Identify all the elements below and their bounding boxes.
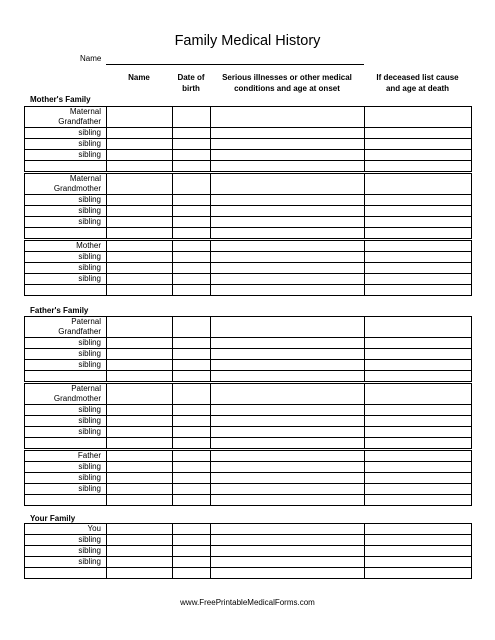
relative-label-line: sibling (78, 484, 101, 493)
family-group-table (24, 173, 472, 239)
name-cell[interactable] (107, 195, 173, 206)
deceased-cell[interactable] (365, 462, 472, 473)
relative-label-line: sibling (78, 405, 101, 414)
relative-label (25, 228, 107, 239)
relative-label (25, 139, 107, 150)
relative-label-line: Mother (76, 241, 101, 250)
name-cell[interactable] (107, 128, 173, 139)
section-heading: Your Family (30, 514, 76, 523)
relative-label-line: sibling (78, 128, 101, 137)
relative-label (25, 546, 107, 557)
table-row (25, 263, 472, 274)
dob-cell[interactable] (173, 349, 211, 360)
deceased-cell[interactable] (365, 451, 472, 462)
illness-cell[interactable] (211, 349, 365, 360)
name-cell[interactable] (107, 161, 173, 172)
relative-label (25, 317, 107, 338)
illness-cell[interactable] (211, 484, 365, 495)
deceased-cell[interactable] (365, 535, 472, 546)
illness-cell[interactable] (211, 161, 365, 172)
deceased-cell[interactable] (365, 174, 472, 195)
col-header-name-text: Name (128, 73, 150, 82)
relative-label-line: Paternal (71, 384, 101, 393)
deceased-cell[interactable] (365, 317, 472, 338)
deceased-cell[interactable] (365, 484, 472, 495)
name-cell[interactable] (107, 107, 173, 128)
col-header-dob-line2: birth (182, 84, 200, 93)
deceased-cell[interactable] (365, 252, 472, 263)
illness-cell[interactable] (211, 473, 365, 484)
relative-label-line: sibling (78, 274, 101, 283)
family-group-table (24, 240, 472, 296)
family-group-table (24, 383, 472, 449)
dob-cell[interactable] (173, 338, 211, 349)
family-group-table (24, 450, 472, 506)
illness-cell[interactable] (211, 438, 365, 449)
name-cell[interactable] (107, 484, 173, 495)
illness-cell[interactable] (211, 128, 365, 139)
relative-label-line: sibling (78, 557, 101, 566)
dob-cell[interactable] (173, 317, 211, 338)
deceased-cell[interactable] (365, 557, 472, 568)
illness-cell[interactable] (211, 557, 365, 568)
name-cell[interactable] (107, 568, 173, 579)
dob-cell[interactable] (173, 438, 211, 449)
dob-cell[interactable] (173, 484, 211, 495)
deceased-cell[interactable] (365, 524, 472, 535)
relative-label-line: Grandmother (53, 184, 101, 193)
deceased-cell[interactable] (365, 274, 472, 285)
illness-cell[interactable] (211, 252, 365, 263)
deceased-cell[interactable] (365, 338, 472, 349)
relative-label (25, 360, 107, 371)
dob-cell[interactable] (173, 405, 211, 416)
illness-cell[interactable] (211, 107, 365, 128)
name-cell[interactable] (107, 139, 173, 150)
deceased-cell[interactable] (365, 139, 472, 150)
table-row (25, 338, 472, 349)
deceased-cell[interactable] (365, 228, 472, 239)
table-row (25, 174, 472, 195)
dob-cell[interactable] (173, 139, 211, 150)
deceased-cell[interactable] (365, 384, 472, 405)
illness-cell[interactable] (211, 495, 365, 506)
relative-label (25, 484, 107, 495)
relative-label-line: sibling (78, 150, 101, 159)
table-row (25, 206, 472, 217)
illness-cell[interactable] (211, 371, 365, 382)
relative-label (25, 263, 107, 274)
dob-cell[interactable] (173, 360, 211, 371)
deceased-cell[interactable] (365, 360, 472, 371)
col-header-dob-line1: Date of (177, 73, 205, 82)
table-row (25, 405, 472, 416)
relative-label-line: sibling (78, 427, 101, 436)
table-row (25, 360, 472, 371)
dob-cell[interactable] (173, 524, 211, 535)
relative-label-line: sibling (78, 462, 101, 471)
page-title: Family Medical History (174, 33, 321, 49)
deceased-cell[interactable] (365, 349, 472, 360)
relative-label (25, 150, 107, 161)
table-row (25, 427, 472, 438)
relative-label-line: sibling (78, 360, 101, 369)
illness-cell[interactable] (211, 263, 365, 274)
name-cell[interactable] (107, 427, 173, 438)
name-cell[interactable] (107, 535, 173, 546)
dob-cell[interactable] (173, 206, 211, 217)
relative-label (25, 128, 107, 139)
dob-cell[interactable] (173, 285, 211, 296)
name-cell[interactable] (107, 405, 173, 416)
deceased-cell[interactable] (365, 241, 472, 252)
illness-cell[interactable] (211, 150, 365, 161)
family-group-table (24, 106, 472, 172)
col-header-illness-line2: conditions and age at onset (234, 84, 340, 93)
table-row (25, 495, 472, 506)
relative-label-line: sibling (78, 139, 101, 148)
illness-cell[interactable] (211, 139, 365, 150)
illness-cell[interactable] (211, 241, 365, 252)
illness-cell[interactable] (211, 338, 365, 349)
name-cell[interactable] (107, 416, 173, 427)
relative-label (25, 371, 107, 382)
illness-cell[interactable] (211, 228, 365, 239)
name-cell[interactable] (107, 438, 173, 449)
name-cell[interactable] (107, 524, 173, 535)
relative-label (25, 405, 107, 416)
table-row (25, 384, 472, 405)
relative-label (25, 241, 107, 252)
illness-cell[interactable] (211, 384, 365, 405)
dob-cell[interactable] (173, 568, 211, 579)
dob-cell[interactable] (173, 161, 211, 172)
illness-cell[interactable] (211, 274, 365, 285)
table-row (25, 317, 472, 338)
col-header-illness (210, 72, 364, 94)
illness-cell[interactable] (211, 546, 365, 557)
name-cell[interactable] (107, 360, 173, 371)
table-row (25, 217, 472, 228)
relative-label (25, 107, 107, 128)
dob-cell[interactable] (173, 416, 211, 427)
family-group-table (24, 316, 472, 382)
table-row (25, 161, 472, 172)
footer-url: www.FreePrintableMedicalForms.com (180, 598, 315, 607)
deceased-cell[interactable] (365, 285, 472, 296)
deceased-cell[interactable] (365, 473, 472, 484)
name-cell[interactable] (107, 174, 173, 195)
illness-cell[interactable] (211, 427, 365, 438)
section-heading: Mother's Family (30, 95, 91, 104)
col-header-deceased-line1: If deceased list cause (376, 73, 459, 82)
name-cell[interactable] (107, 338, 173, 349)
illness-cell[interactable] (211, 568, 365, 579)
relative-label-line: sibling (78, 263, 101, 272)
name-field[interactable] (106, 64, 364, 65)
dob-cell[interactable] (173, 252, 211, 263)
deceased-cell[interactable] (365, 416, 472, 427)
relative-label (25, 338, 107, 349)
table-row (25, 371, 472, 382)
illness-cell[interactable] (211, 535, 365, 546)
relative-label (25, 416, 107, 427)
deceased-cell[interactable] (365, 371, 472, 382)
name-label: Name (80, 54, 102, 63)
name-cell[interactable] (107, 371, 173, 382)
relative-label-line: Maternal (69, 174, 101, 183)
illness-cell[interactable] (211, 360, 365, 371)
illness-cell[interactable] (211, 174, 365, 195)
deceased-cell[interactable] (365, 438, 472, 449)
name-cell[interactable] (107, 206, 173, 217)
deceased-cell[interactable] (365, 546, 472, 557)
relative-label (25, 252, 107, 263)
table-row (25, 285, 472, 296)
deceased-cell[interactable] (365, 263, 472, 274)
relative-label (25, 384, 107, 405)
name-cell[interactable] (107, 462, 173, 473)
relative-label-line: Grandmother (53, 394, 101, 403)
relative-label-line: Paternal (71, 317, 101, 326)
name-cell[interactable] (107, 317, 173, 338)
deceased-cell[interactable] (365, 195, 472, 206)
col-header-dob (172, 72, 210, 94)
illness-cell[interactable] (211, 317, 365, 338)
relative-label (25, 427, 107, 438)
name-cell[interactable] (107, 252, 173, 263)
relative-label-line: Maternal (69, 107, 101, 116)
relative-label (25, 568, 107, 579)
dob-cell[interactable] (173, 228, 211, 239)
table-row (25, 349, 472, 360)
relative-label (25, 473, 107, 484)
deceased-cell[interactable] (365, 206, 472, 217)
dob-cell[interactable] (173, 557, 211, 568)
dob-cell[interactable] (173, 535, 211, 546)
name-cell[interactable] (107, 384, 173, 405)
name-cell[interactable] (107, 349, 173, 360)
table-row (25, 462, 472, 473)
deceased-cell[interactable] (365, 495, 472, 506)
relative-label-line: sibling (78, 195, 101, 204)
name-cell[interactable] (107, 557, 173, 568)
dob-cell[interactable] (173, 195, 211, 206)
name-cell[interactable] (107, 495, 173, 506)
table-row (25, 150, 472, 161)
table-row (25, 128, 472, 139)
deceased-cell[interactable] (365, 161, 472, 172)
relative-label (25, 206, 107, 217)
relative-label (25, 217, 107, 228)
deceased-cell[interactable] (365, 150, 472, 161)
dob-cell[interactable] (173, 462, 211, 473)
dob-cell[interactable] (173, 174, 211, 195)
illness-cell[interactable] (211, 462, 365, 473)
dob-cell[interactable] (173, 241, 211, 252)
dob-cell[interactable] (173, 371, 211, 382)
section-heading: Father's Family (30, 306, 89, 315)
table-row (25, 416, 472, 427)
relative-label (25, 524, 107, 535)
relative-label-line: sibling (78, 206, 101, 215)
dob-cell[interactable] (173, 128, 211, 139)
dob-cell[interactable] (173, 217, 211, 228)
table-row (25, 274, 472, 285)
table-row (25, 195, 472, 206)
relative-label (25, 195, 107, 206)
table-row (25, 228, 472, 239)
dob-cell[interactable] (173, 150, 211, 161)
relative-label-line: sibling (78, 473, 101, 482)
table-row (25, 107, 472, 128)
table-row (25, 473, 472, 484)
dob-cell[interactable] (173, 107, 211, 128)
relative-label-line: Grandfather (58, 117, 101, 126)
illness-cell[interactable] (211, 195, 365, 206)
deceased-cell[interactable] (365, 107, 472, 128)
relative-label (25, 285, 107, 296)
relative-label-line: sibling (78, 535, 101, 544)
table-row (25, 535, 472, 546)
table-row (25, 546, 472, 557)
illness-cell[interactable] (211, 451, 365, 462)
name-cell[interactable] (107, 263, 173, 274)
col-header-deceased (364, 72, 471, 94)
relative-label-line: You (87, 524, 101, 533)
relative-label-line: Father (77, 451, 101, 460)
name-cell[interactable] (107, 451, 173, 462)
dob-cell[interactable] (173, 427, 211, 438)
dob-cell[interactable] (173, 451, 211, 462)
table-row (25, 252, 472, 263)
relative-label-line: sibling (78, 416, 101, 425)
relative-label (25, 462, 107, 473)
deceased-cell[interactable] (365, 217, 472, 228)
relative-label (25, 274, 107, 285)
relative-label-line: sibling (78, 252, 101, 261)
illness-cell[interactable] (211, 405, 365, 416)
relative-label-line: sibling (78, 217, 101, 226)
col-header-name (106, 72, 172, 83)
deceased-cell[interactable] (365, 405, 472, 416)
deceased-cell[interactable] (365, 568, 472, 579)
name-cell[interactable] (107, 473, 173, 484)
relative-label-line: sibling (78, 546, 101, 555)
relative-label-line: sibling (78, 338, 101, 347)
name-cell[interactable] (107, 150, 173, 161)
relative-label (25, 349, 107, 360)
family-group-table (24, 523, 472, 579)
dob-cell[interactable] (173, 263, 211, 274)
name-cell[interactable] (107, 241, 173, 252)
dob-cell[interactable] (173, 384, 211, 405)
table-row (25, 438, 472, 449)
relative-label-line: sibling (78, 349, 101, 358)
table-row (25, 524, 472, 535)
table-row (25, 557, 472, 568)
dob-cell[interactable] (173, 546, 211, 557)
relative-label (25, 161, 107, 172)
col-header-deceased-line2: and age at death (385, 84, 450, 93)
table-row (25, 241, 472, 252)
relative-label-line: Grandfather (58, 327, 101, 336)
dob-cell[interactable] (173, 495, 211, 506)
illness-cell[interactable] (211, 416, 365, 427)
relative-label (25, 557, 107, 568)
relative-label (25, 438, 107, 449)
dob-cell[interactable] (173, 274, 211, 285)
name-cell[interactable] (107, 274, 173, 285)
illness-cell[interactable] (211, 217, 365, 228)
illness-cell[interactable] (211, 285, 365, 296)
name-cell[interactable] (107, 285, 173, 296)
dob-cell[interactable] (173, 473, 211, 484)
table-row (25, 139, 472, 150)
name-cell[interactable] (107, 217, 173, 228)
relative-label (25, 174, 107, 195)
illness-cell[interactable] (211, 206, 365, 217)
relative-label (25, 535, 107, 546)
table-row (25, 568, 472, 579)
name-cell[interactable] (107, 546, 173, 557)
table-row (25, 484, 472, 495)
relative-label (25, 451, 107, 462)
relative-label (25, 495, 107, 506)
deceased-cell[interactable] (365, 128, 472, 139)
deceased-cell[interactable] (365, 427, 472, 438)
col-header-illness-line1: Serious illnesses or other medical (222, 73, 352, 82)
name-cell[interactable] (107, 228, 173, 239)
table-row (25, 451, 472, 462)
illness-cell[interactable] (211, 524, 365, 535)
